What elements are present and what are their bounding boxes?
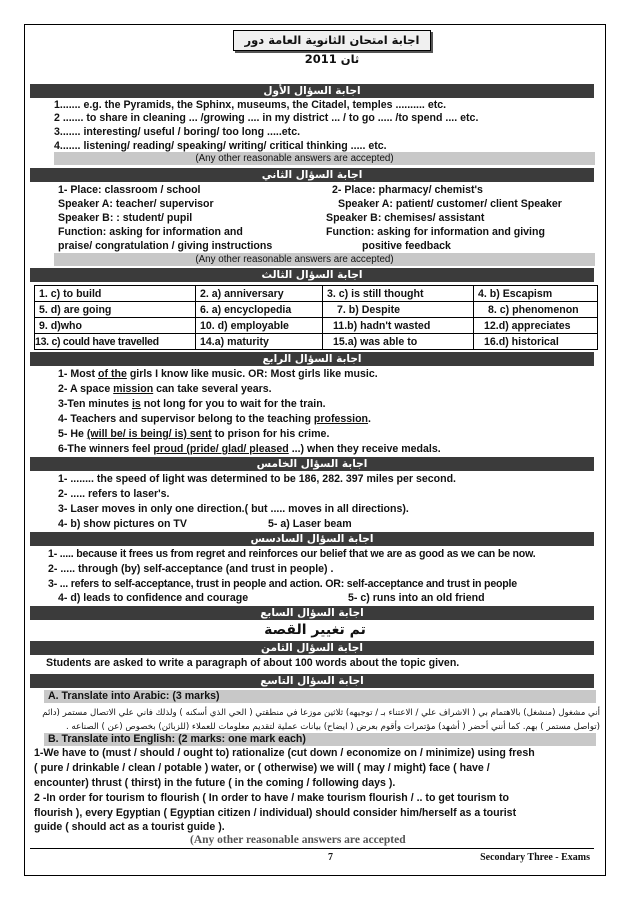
q9-arabic-line-2: (تواصل مستمر ) بهم. كما أنني أحضر ( أشهد) مؤتمرات وأقوم بعرض ( ايضاح) بيانات عملية لتقديم معلومات للعملاء (للزبائن) بخصوص (عن ) الصناعه .	[65, 722, 600, 732]
q9-en-line-1: 1-We have to (must / should / ought to) rationalize (cut down / economize on / minimize) using fresh	[34, 747, 535, 759]
q5-line-4-left: 4- b) show pictures on TV	[58, 518, 187, 530]
q9-en-line-3: encounter) thrust ( thirst) in the future ( in the coming / following days ).	[34, 777, 396, 789]
table-row	[35, 302, 598, 318]
q2-left-3: Speaker B: : student/ pupil	[58, 212, 193, 224]
table-cell: 15.a) was able to	[323, 334, 474, 350]
q4-line-3	[58, 398, 326, 411]
q8-text: Students are asked to write a paragraph of about 100 words about the topic given.	[46, 657, 460, 669]
q4-answer: of the	[98, 368, 127, 380]
q4-line-4	[58, 413, 371, 426]
q9-a-label: A. Translate into Arabic: (3 marks)	[44, 690, 596, 703]
table-cell: 3. c) is still thought	[323, 286, 474, 302]
q2-right-5: positive feedback	[362, 240, 451, 252]
q1-note	[54, 152, 595, 165]
q4-text: 4- Teachers and supervisor belong to the teaching	[58, 413, 314, 425]
q4-line-2	[58, 383, 272, 396]
q6-line-4-right: 5- c) runs into an old friend	[348, 592, 485, 604]
q2-right-2: Speaker A: patient/ customer/ client Speaker	[338, 198, 562, 210]
table-cell: 7. b) Despite	[323, 302, 474, 318]
q2-left-4: Function: asking for information and	[58, 226, 243, 238]
q4-answer: proud (pride/ glad/ pleased	[153, 443, 289, 455]
q4-line-1	[58, 368, 378, 381]
table-row	[35, 334, 598, 350]
q9-heading: اجابة السؤال التاسع	[30, 674, 594, 688]
q5-line-4-right: 5- a) Laser beam	[268, 518, 352, 530]
footer	[30, 848, 594, 863]
q2-right-1: 2- Place: pharmacy/ chemist's	[332, 184, 483, 196]
q3-table	[34, 285, 598, 350]
q1-line-3: 3....... interesting/ useful / boring/ too long .....etc.	[54, 126, 301, 138]
q4-answer: is	[131, 398, 141, 410]
q2-heading: اجابة السؤال الثاني	[30, 168, 594, 182]
q4-text: 6-The winners feel	[58, 443, 154, 455]
q1-heading: اجابة السؤال الأول	[30, 84, 594, 98]
q1-line-2: 2 ....... to share in cleaning ... /growing .... in my district ... / to go ..... /to spend .... etc.	[54, 112, 479, 124]
page-title: اجابة امتحان الثانوية العامة دور ثان 2011	[233, 30, 431, 51]
q1-note-text: (Any other reasonable answers are accepted)	[195, 153, 394, 164]
table-cell: 10. d) employable	[196, 318, 323, 334]
table-cell: 16.d) historical	[474, 334, 598, 350]
q4-heading: اجابة السؤال الرابع	[30, 352, 594, 366]
q4-answer: profession	[313, 413, 369, 425]
table-cell: 5. d) are going	[35, 302, 196, 318]
q4-answer: mission	[113, 383, 154, 395]
q2-left-2: Speaker A: teacher/ supervisor	[58, 198, 214, 210]
q9-en-line-4: 2 -In order for tourism to flourish ( In order to have / make tourism flourish / .. to get tourism to	[34, 792, 509, 804]
q4-text: can take several years.	[153, 383, 272, 395]
q5-line-2: 2- ..... refers to laser's.	[58, 488, 170, 500]
q9-arabic-line-1: أني مشغول (منشغل) بالاهتمام بي ( الاشراف علي / الاعتناء بـ / توجيهه) ثلاثين موزعا في منطقتي ( الحي الذي أسكنه ) ولذلك فاني علي الاتصال مستمر (دائم	[42, 708, 600, 718]
table-cell: 8. c) phenomenon	[474, 302, 598, 318]
q4-text: 2- A space	[58, 383, 114, 395]
q2-left-5: praise/ congratulation / giving instructions	[58, 240, 273, 252]
q4-text: .	[368, 413, 371, 425]
footer-label: Secondary Three - Exams	[480, 852, 590, 863]
q6-line-4-left: 4- d) leads to confidence and courage	[58, 592, 249, 604]
q4-line-6	[58, 443, 441, 456]
page-number: 7	[328, 852, 333, 863]
table-cell: 11.b) hadn't wasted	[323, 318, 474, 334]
q9-en-line-6: guide ( should act as a tourist guide ).	[34, 821, 225, 833]
q4-text: girls I know like music. OR: Most girls like music.	[126, 368, 378, 380]
q8-heading: اجابة السؤال الثامن	[30, 641, 594, 655]
q1-line-4: 4....... listening/ reading/ speaking/ writing/ critical thinking ..... etc.	[54, 140, 387, 152]
table-row	[35, 286, 598, 302]
q7-text: تم تغيير القصة	[264, 622, 366, 638]
q2-right-4: Function: asking for information and giving	[326, 226, 545, 238]
q5-line-3: 3- Laser moves in only one direction.( but ..... moves in all directions).	[58, 503, 409, 515]
q5-line-1: 1- ........ the speed of light was determined to be 186, 282. 397 miles per second.	[58, 473, 456, 485]
q2-note	[54, 253, 595, 266]
q6-heading: اجابة السؤال السادسس	[30, 532, 594, 546]
q4-line-5	[58, 428, 329, 441]
q1-line-1: 1....... e.g. the Pyramids, the Sphinx, museums, the Citadel, temples .......... etc.	[54, 99, 447, 111]
q3-heading: اجابة السؤال الثالث	[30, 268, 594, 282]
q9-en-line-5: flourish ), every Egyptian ( Egyptian citizen / individual) should consider him/herself as a tourist	[34, 807, 517, 819]
table-cell: 13. c) could have travelled	[35, 334, 196, 350]
table-cell: 14.a) maturity	[196, 334, 323, 350]
q6-line-3: 3- ... refers to self-acceptance, trust in people and action. OR: self-acceptance and trust in people	[48, 578, 517, 590]
table-cell: 2. a) anniversary	[196, 286, 323, 302]
q9-note: (Any other reasonable answers are accepted	[190, 834, 406, 846]
q9-en-line-2: ( pure / drinkable / clean / potable ) water, or ( otherwise) we will ( may / might) face ( have /	[34, 762, 490, 774]
q7-heading: اجابة السؤال السابع	[30, 606, 594, 620]
q4-text: 1- Most	[58, 368, 99, 380]
table-cell: 12.d) appreciates	[474, 318, 598, 334]
q6-line-1: 1- ..... because it frees us from regret and reinforces our belief that we are as good as we can be now.	[48, 548, 536, 560]
q2-right-3: Speaker B: chemises/ assistant	[326, 212, 485, 224]
q4-text: to prison for his crime.	[211, 428, 330, 440]
q4-answer: (will be/ is being/ is) sent	[86, 428, 212, 440]
table-row	[35, 318, 598, 334]
q2-note-text: (Any other reasonable answers are accepted)	[195, 254, 394, 265]
q4-text: not long for you to wait for the train.	[140, 398, 326, 410]
q4-text: ...) when they receive medals.	[288, 443, 441, 455]
q4-text: 3-Ten minutes	[58, 398, 132, 410]
table-cell: 9. d)who	[35, 318, 196, 334]
q5-heading: اجابة السؤال الخامس	[30, 457, 594, 471]
q4-text: 5- He	[58, 428, 87, 440]
q6-line-2: 2- ..... through (by) self-acceptance (and trust in people) .	[48, 563, 334, 575]
q9-b-label: B. Translate into English: (2 marks: one mark each)	[44, 733, 596, 746]
table-cell: 6. a) encyclopedia	[196, 302, 323, 318]
table-cell: 1. c) to build	[35, 286, 196, 302]
table-cell: 4. b) Escapism	[474, 286, 598, 302]
q2-left-1: 1- Place: classroom / school	[58, 184, 201, 196]
